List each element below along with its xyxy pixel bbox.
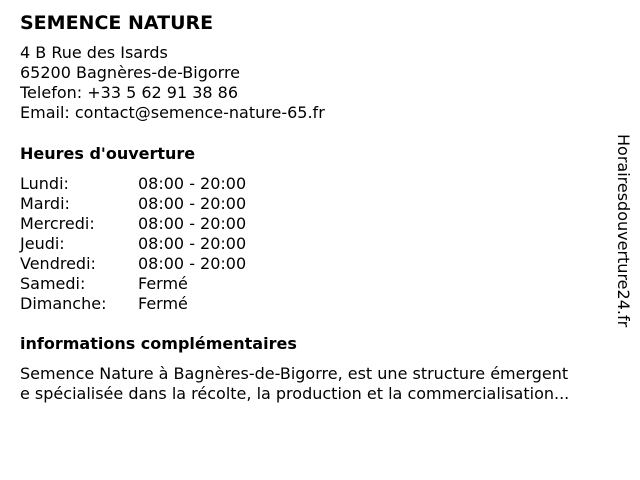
opening-hours-title: Heures d'ouverture (20, 144, 196, 163)
description-line: Semence Nature à Bagnères-de-Bigorre, est une structure émergent (20, 364, 569, 383)
additional-info-title: informations complémentaires (20, 334, 297, 353)
hours-value: Fermé (138, 274, 188, 293)
street-address: 4 B Rue des Isards (20, 43, 168, 62)
hours-value: Fermé (138, 294, 188, 313)
hours-value: 08:00 - 20:00 (138, 174, 247, 193)
hours-value: 08:00 - 20:00 (138, 254, 247, 273)
hours-value: 08:00 - 20:00 (138, 234, 247, 253)
business-name: SEMENCE NATURE (20, 12, 214, 34)
hours-value: 08:00 - 20:00 (138, 214, 247, 233)
phone-line: Telefon: +33 5 62 91 38 86 (20, 83, 239, 102)
description-line: e spécialisée dans la récolte, la production et la commercialisation... (20, 384, 570, 403)
business-description (20, 364, 620, 404)
day-label: Dimanche: (20, 294, 107, 313)
email-line: Email: contact@semence-nature-65.fr (20, 103, 325, 122)
day-label: Mercredi: (20, 214, 95, 233)
contact-block (20, 43, 325, 123)
day-label: Lundi: (20, 174, 69, 193)
hours-value: 08:00 - 20:00 (138, 194, 247, 213)
day-label: Vendredi: (20, 254, 96, 273)
city-line: 65200 Bagnères-de-Bigorre (20, 63, 241, 82)
day-label: Mardi: (20, 194, 70, 213)
day-label: Samedi: (20, 274, 86, 293)
watermark-text: Horairesdouverture24.fr (614, 134, 633, 328)
day-label: Jeudi: (20, 234, 65, 253)
site-watermark (612, 134, 634, 344)
